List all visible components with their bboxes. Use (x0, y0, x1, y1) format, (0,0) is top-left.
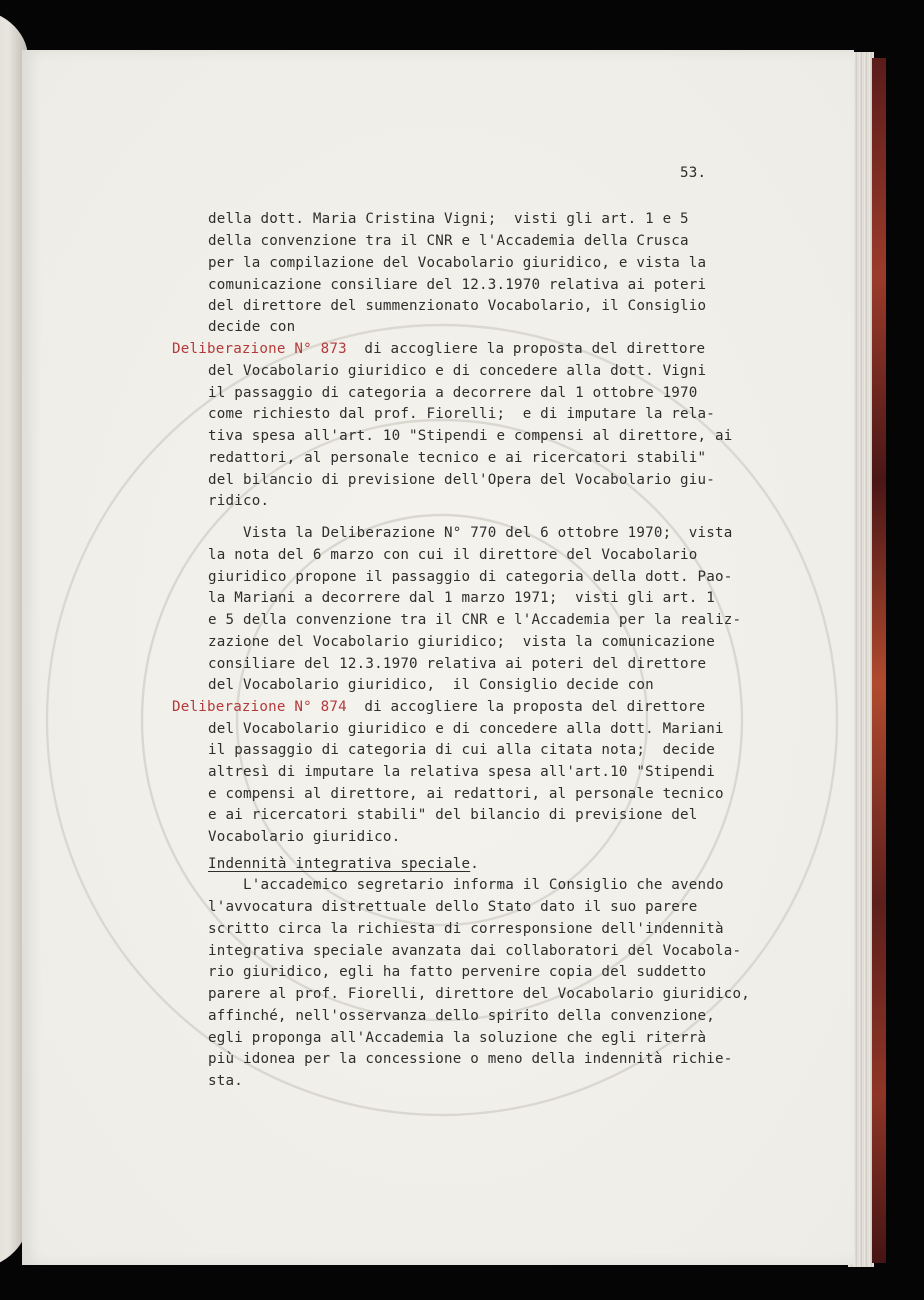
text-line (208, 1009, 715, 1023)
section-heading-text: Indennità integrativa speciale (208, 856, 471, 872)
text-line (208, 1031, 706, 1045)
line-text: decide con (208, 319, 296, 335)
deliberation-label: Deliberazione N° 873 (172, 341, 347, 357)
text-line (208, 364, 706, 378)
text-line (208, 765, 715, 779)
line-text: scritto circa la richiesta di corresponsione dell'indennità (208, 921, 724, 937)
deliberation-line (172, 700, 705, 714)
line-text: l'avvocatura distrettuale dello Stato dato il suo parere (208, 899, 698, 915)
line-text: Vocabolario giuridico. (208, 829, 401, 845)
text-line (208, 987, 750, 1001)
line-text: . (470, 856, 479, 872)
text-line (208, 451, 706, 465)
line-text: per la compilazione del Vocabolario giuridico, e vista la (208, 255, 707, 271)
line-text: parere al prof. Fiorelli, direttore del Vocabolario giuridico, (208, 986, 750, 1002)
line-text: della dott. Maria Cristina Vigni; visti gli art. 1 e 5 (208, 211, 689, 227)
marbled-cover-edge (872, 58, 886, 1263)
line-text: del bilancio di previsione dell'Opera del Vocabolario giu- (208, 472, 716, 488)
text-line (208, 1074, 243, 1088)
section-heading (208, 857, 479, 871)
text-line (208, 635, 715, 649)
line-text: giuridico propone il passaggio di categoria della dott. Pao- (208, 569, 733, 585)
line-text: più idonea per la concessione o meno della indennità richie- (208, 1051, 733, 1067)
line-text: rio giuridico, egli ha fatto pervenire copia del suddetto (208, 964, 707, 980)
text-line (208, 234, 689, 248)
line-text: tiva spesa all'art. 10 "Stipendi e compensi al direttore, ai (208, 428, 733, 444)
line-text: del direttore del summenzionato Vocabolario, il Consiglio (208, 298, 707, 314)
line-text: redattori, al personale tecnico e ai ricercatori stabili" (208, 450, 707, 466)
line-text: sta. (208, 1073, 243, 1089)
text-line (208, 278, 706, 292)
text-line (208, 591, 715, 605)
page-number: 53. (680, 165, 707, 181)
text-line (208, 678, 654, 692)
line-text: il passaggio di categoria di cui alla citata nota; decide (208, 742, 716, 758)
line-text: la Mariani a decorrere dal 1 marzo 1971; visti gli art. 1 (208, 590, 716, 606)
line-text: comunicazione consiliare del 12.3.1970 relativa ai poteri (208, 277, 707, 293)
text-line (208, 320, 295, 334)
line-text: ridico. (208, 493, 270, 509)
line-text: integrativa speciale avanzata dai collaboratori del Vocabola- (208, 943, 742, 959)
text-line (208, 299, 706, 313)
text-line (208, 212, 689, 226)
text-line (208, 944, 741, 958)
text-line (208, 548, 698, 562)
line-text: del Vocabolario giuridico e di concedere alla dott. Mariani (208, 721, 724, 737)
text-line (208, 407, 715, 421)
line-text: altresì di imputare la relativa spesa all'art.10 "Stipendi (208, 764, 716, 780)
text-line (208, 808, 698, 822)
text-line (208, 613, 741, 627)
text-line (208, 922, 724, 936)
text-line (208, 878, 724, 892)
text-line (208, 830, 400, 844)
line-text: del Vocabolario giuridico e di concedere alla dott. Vigni (208, 363, 707, 379)
line-text: della convenzione tra il CNR e l'Accademia della Crusca (208, 233, 689, 249)
text-line (208, 473, 715, 487)
text-line (208, 657, 706, 671)
line-text: e ai ricercatori stabili" del bilancio di previsione del (208, 807, 698, 823)
text-line (208, 900, 698, 914)
line-text: consiliare del 12.3.1970 relativa ai poteri del direttore (208, 656, 707, 672)
text-line (208, 743, 715, 757)
text-line (208, 570, 733, 584)
text-line (208, 965, 706, 979)
line-text: di accogliere la proposta del direttore (346, 341, 706, 357)
text-line (208, 526, 733, 540)
line-text: e 5 della convenzione tra il CNR e l'Accademia per la realiz- (208, 612, 742, 628)
line-text: Vista la Deliberazione N° 770 del 6 ottobre 1970; vista (208, 525, 733, 541)
text-body (22, 50, 854, 1265)
line-text: la nota del 6 marzo con cui il direttore del Vocabolario (208, 547, 698, 563)
line-text: del Vocabolario giuridico, il Consiglio decide con (208, 677, 654, 693)
line-text: egli proponga all'Accademia la soluzione che egli riterrà (208, 1030, 707, 1046)
line-text: il passaggio di categoria a decorrere dal 1 ottobre 1970 (208, 385, 698, 401)
line-text: zazione del Vocabolario giuridico; vista la comunicazione (208, 634, 716, 650)
text-line (208, 787, 724, 801)
deliberation-label: Deliberazione N° 874 (172, 699, 347, 715)
line-text: di accogliere la proposta del direttore (346, 699, 706, 715)
text-line (208, 1052, 733, 1066)
line-text: e compensi al direttore, ai redattori, al personale tecnico (208, 786, 724, 802)
line-text: come richiesto dal prof. Fiorelli; e di imputare la rela- (208, 406, 716, 422)
text-line (208, 722, 724, 736)
deliberation-line (172, 342, 705, 356)
text-line (208, 386, 698, 400)
line-text: L'accademico segretario informa il Consiglio che avendo (208, 877, 724, 893)
line-text: affinché, nell'osservanza dello spirito della convenzione, (208, 1008, 716, 1024)
text-line (208, 256, 706, 270)
text-line (208, 494, 269, 508)
text-line (208, 429, 733, 443)
document-page (22, 50, 854, 1265)
